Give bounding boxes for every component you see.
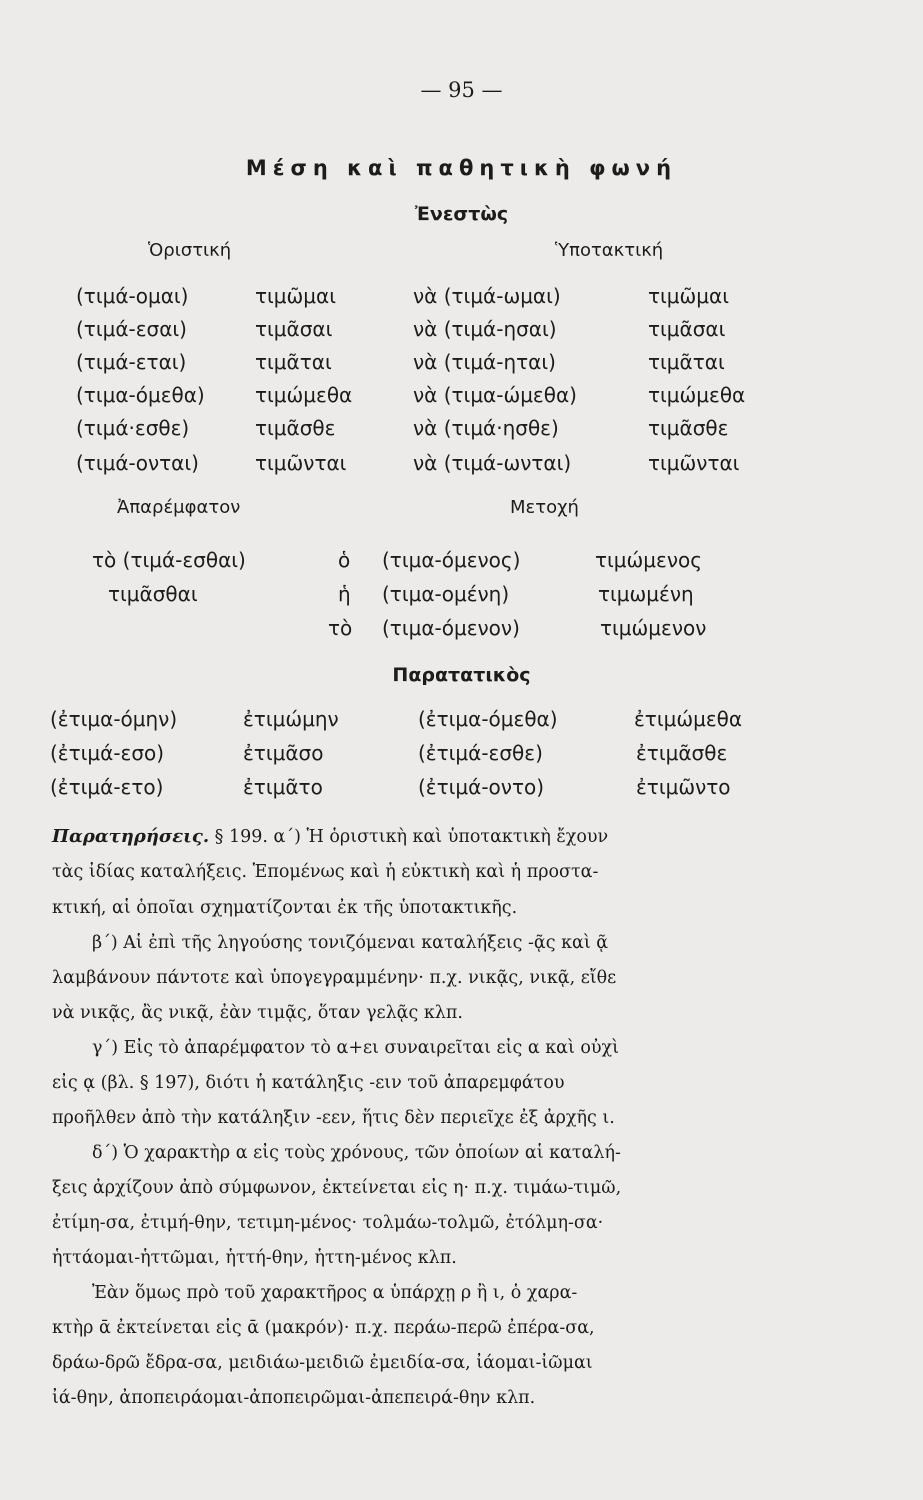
table-cell: τιμᾶται — [648, 350, 725, 374]
subjunctive-label: Ὑποτακτική — [555, 240, 664, 261]
table-cell: τιμᾶσαι — [255, 317, 333, 341]
table-cell: (τιμά-εσαι) — [76, 317, 187, 341]
table-cell: ἐτιμῶντο — [636, 775, 731, 799]
table-cell: τιμῶνται — [255, 451, 347, 475]
table-cell: νὰ (τιμα-ώμεθα) — [413, 383, 577, 407]
notes-text: τὰς ἰδίας καταλήξεις. Ἑπομένως καὶ ἡ εὐκτικὴ καὶ ἡ προστα- — [52, 862, 599, 882]
table-cell: ὁ — [338, 548, 351, 572]
table-cell: τιμώμεθα — [255, 383, 353, 407]
notes-text: δράω-δρῶ ἔδρα-σα, μειδιάω-μειδιῶ ἐμειδία-σα, ἰάομαι-ἰῶμαι — [52, 1353, 593, 1373]
notes-text: § 199. α΄) Ἡ ὁριστικὴ καὶ ὑποτακτικὴ ἔχουν — [214, 827, 609, 847]
table-cell: τὸ — [328, 616, 353, 640]
table-cell: ἐτιμώμεθα — [634, 707, 743, 731]
table-cell: νὰ (τιμά-ηται) — [413, 350, 556, 374]
notes-text: λαμβάνουν πάντοτε καὶ ὑπογεγραμμένην· π.χ. νικᾷς, νικᾷ, εἴθε — [52, 968, 617, 988]
notes-text: κτική, αἱ ὁποῖαι σχηματίζονται ἐκ τῆς ὑποτακτικῆς. — [52, 898, 518, 918]
table-cell: (ἐτιμά-ετο) — [50, 775, 164, 799]
notes-text: ἐτίμη-σα, ἐτιμή-θην, τετιμη-μένος· τολμάω-τολμῶ, ἐτόλμη-σα· — [52, 1213, 604, 1233]
notes-text: β΄) Αἱ ἐπὶ τῆς ληγούσης τονιζόμεναι καταλήξεις -ᾷς καὶ ᾷ — [92, 933, 609, 953]
notes-text: δ΄) Ὁ χαρακτὴρ α εἰς τοὺς χρόνους, τῶν ὁποίων αἱ καταλή- — [92, 1143, 621, 1163]
table-cell: (ἐτιμά-εσθε) — [418, 741, 543, 765]
notes-text: ἰά-θην, ἀποπειράομαι-ἀποπειρῶμαι-ἀπεπειρά-θην κλπ. — [52, 1388, 536, 1408]
table-cell: (τιμα-όμενον) — [382, 616, 520, 640]
table-cell: (τιμά·εσθε) — [76, 416, 190, 440]
table-cell: τιμᾶσαι — [648, 317, 726, 341]
infinitive-line: τὸ (τιμά-εσθαι) — [92, 548, 246, 572]
table-cell: (ἐτιμα-όμεθα) — [418, 707, 558, 731]
table-cell: (ἐτιμα-όμην) — [50, 707, 178, 731]
page-number: — 95 — — [420, 78, 503, 102]
notes-line-1 — [52, 826, 608, 847]
table-cell: ἡ — [338, 582, 351, 606]
table-cell: (ἐτιμά-οντο) — [418, 775, 545, 799]
notes-text: Ἐὰν ὅμως πρὸ τοῦ χαρακτῆρος α ὑπάρχῃ ρ ἢ ι, ὁ χαρα- — [92, 1283, 578, 1303]
notes-text: κτὴρ ᾱ ἐκτείνεται εἰς ᾱ (μακρόν)· π.χ. περάω-περῶ ἐπέρα-σα, — [52, 1318, 595, 1338]
table-cell: τιμῶμαι — [255, 284, 336, 308]
notes-text: προῆλθεν ἀπὸ τὴν κατάληξιν -εεν, ἥτις δὲν περιεῖχε ἐξ ἀρχῆς ι. — [52, 1108, 615, 1128]
table-cell: (τιμα-όμενος) — [382, 548, 521, 572]
table-cell: (τιμά-ονται) — [76, 451, 199, 475]
table-cell: τιμᾶται — [255, 350, 332, 374]
table-cell: νὰ (τιμά-ωνται) — [413, 451, 572, 475]
table-cell: τιμᾶσθε — [648, 416, 729, 440]
table-cell: (τιμά-ομαι) — [76, 284, 189, 308]
table-cell: τιμῶνται — [648, 451, 740, 475]
table-cell: τιμωμένη — [598, 582, 694, 606]
table-cell: (τιμά-εται) — [76, 350, 187, 374]
notes-text: ἡττάομαι-ἡττῶμαι, ἡττή-θην, ἡττη-μένος κλπ. — [52, 1248, 457, 1268]
present-heading: Ἐνεστὼς — [414, 203, 509, 225]
infinitive-label: Ἀπαρέμφατον — [117, 497, 241, 518]
notes-text: ξεις ἀρχίζουν ἀπὸ σύμφωνον, ἐκτείνεται εἰς η· π.χ. τιμάω-τιμῶ, — [52, 1178, 622, 1198]
table-cell: νὰ (τιμά-ησαι) — [413, 317, 557, 341]
table-cell: τιμώμενον — [600, 616, 707, 640]
table-cell: νὰ (τιμά·ησθε) — [413, 416, 559, 440]
notes-text: εἰς ᾳ (βλ. § 197), διότι ἡ κατάληξις -ειν τοῦ ἀπαρεμφάτου — [52, 1073, 565, 1093]
table-cell: τιμῶμαι — [648, 284, 729, 308]
indicative-label: Ὁριστική — [148, 240, 232, 261]
table-cell: τιμᾶσθε — [255, 416, 336, 440]
table-cell: (τιμα-ομένη) — [382, 582, 510, 606]
table-cell: ἐτιμᾶσο — [243, 741, 324, 765]
infinitive-line: τιμᾶσθαι — [108, 582, 198, 606]
table-cell: (ἐτιμά-εσο) — [50, 741, 165, 765]
table-cell: ἐτιμώμην — [243, 707, 339, 731]
notes-text: νὰ νικᾷς, ἂς νικᾷ, ἐὰν τιμᾷς, ὅταν γελᾷς κλπ. — [52, 1003, 463, 1023]
imperfect-heading: Παρατατικὸς — [392, 664, 531, 686]
section-title: Μέση καὶ παθητικὴ φωνή — [245, 156, 678, 180]
participle-label: Μετοχή — [510, 497, 579, 518]
table-cell: τιμώμεθα — [648, 383, 746, 407]
table-cell: νὰ (τιμά-ωμαι) — [413, 284, 561, 308]
table-cell: ἐτιμᾶτο — [243, 775, 323, 799]
table-cell: ἐτιμᾶσθε — [636, 741, 728, 765]
table-cell: (τιμα-όμεθα) — [76, 383, 205, 407]
notes-heading: Παρατηρήσεις. — [52, 826, 210, 847]
notes-text: γ΄) Εἰς τὸ ἀπαρέμφατον τὸ α+ει συναιρεῖται εἰς α καὶ οὐχὶ — [92, 1038, 620, 1058]
table-cell: τιμώμενος — [595, 548, 702, 572]
